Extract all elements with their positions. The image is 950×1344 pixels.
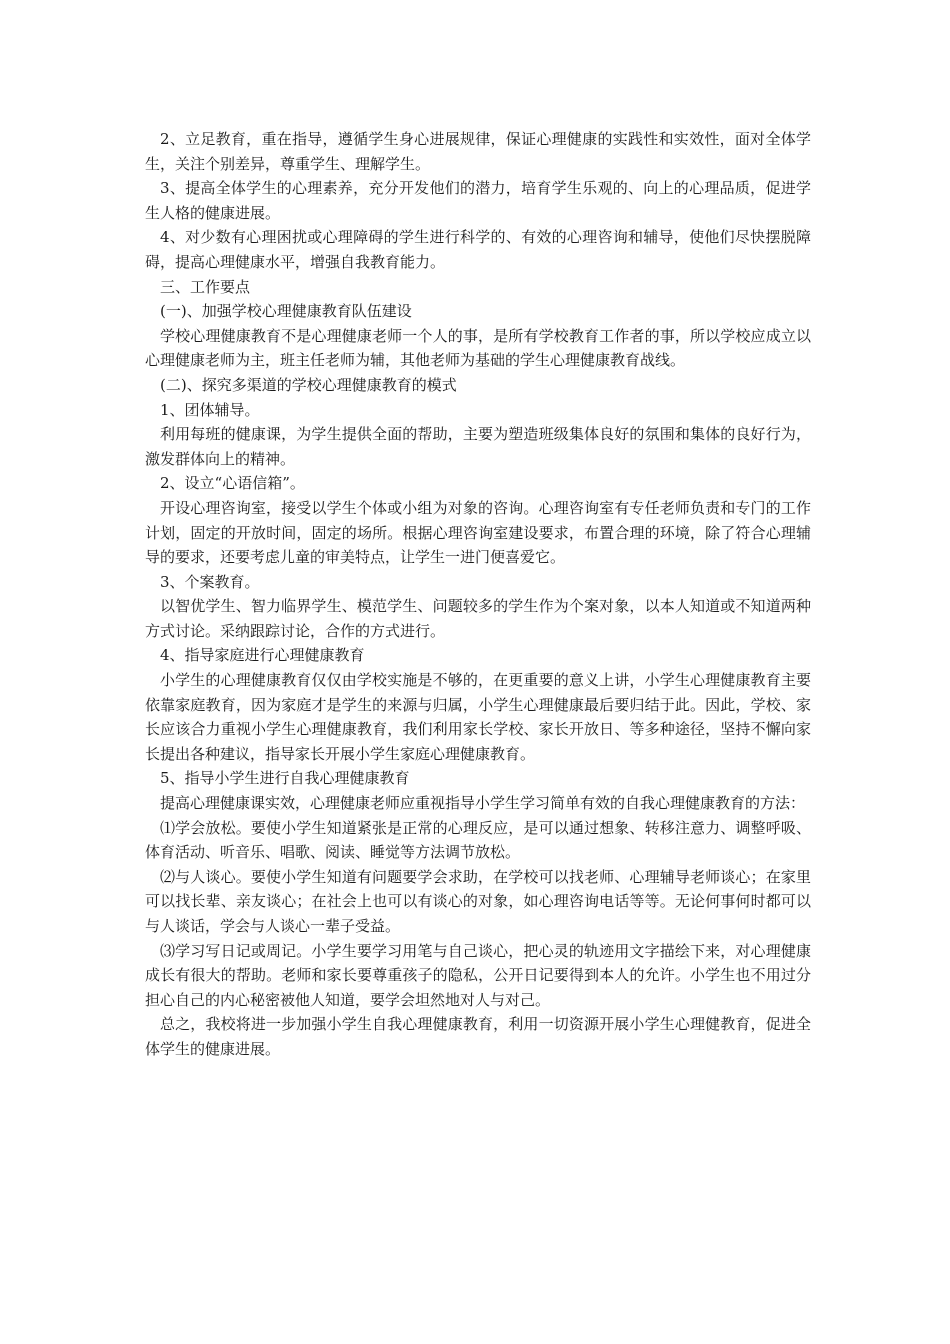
item-heading-mailbox: 2、设立“心语信箱”。 bbox=[160, 474, 305, 493]
paragraph-group-counseling: 利用每班的健康课，为学生提供全面的帮助，主要为塑造班级集体良好的氛围和集体的良好行为，激发群体向上的精神。 bbox=[145, 425, 811, 468]
list-item-diary: ⑶学习写日记或周记。小学生要学习用笔与自己谈心，把心灵的轨迹用文字描绘下来，对心理健康成长有很大的帮助。老师和家长要尊重孩子的隐私，公开日记要得到本人的允许。小学生也不用过分担心自己的内心秘密被他人知道，要学会坦然地对人与对己。 bbox=[145, 941, 811, 1009]
paragraph-family-guidance: 小学生的心理健康教育仅仅由学校实施是不够的，在更重要的意义上讲，小学生心理健康教育主要依靠家庭教育，因为家庭才是学生的来源与归属，小学生心理健康最后要归结于此。因此，学校、家长应该合力重视小学生心理健康教育，我们利用家长学校、家长开放日、等多种途径，坚持不懈向家长提出各种建议，指导家长开展小学生家庭心理健康教育。 bbox=[145, 671, 811, 763]
paragraph-self-education: 提高心理健康课实效，心理健康老师应重视指导小学生学习简单有效的自我心理健康教育的方法： bbox=[160, 794, 806, 813]
item-heading-family-guidance: 4、指导家庭进行心理健康教育 bbox=[160, 646, 365, 665]
document-body bbox=[145, 127, 811, 1062]
paragraph-goal-2: 2、立足教育，重在指导，遵循学生身心进展规律，保证心理健康的实践性和实效性，面对全体学生，关注个别差异，尊重学生、理解学生。 bbox=[145, 130, 811, 173]
section-heading-work-points: 三、工作要点 bbox=[160, 277, 251, 296]
item-heading-self-education: 5、指导小学生进行自我心理健康教育 bbox=[160, 769, 410, 788]
paragraph-goal-3: 3、提高全体学生的心理素养，充分开发他们的潜力，培育学生乐观的、向上的心理品质，促进学生人格的健康进展。 bbox=[145, 179, 811, 222]
paragraph-case-education: 以智优学生、智力临界学生、模范学生、问题较多的学生作为个案对象，以本人知道或不知道两种方式讨论。采纳跟踪讨论，合作的方式进行。 bbox=[145, 597, 811, 640]
paragraph-goal-4: 4、对少数有心理困扰或心理障碍的学生进行科学的、有效的心理咨询和辅导，使他们尽快摆脱障碍，提高心理健康水平，增强自我教育能力。 bbox=[145, 228, 811, 271]
paragraph-mailbox: 开设心理咨询室，接受以学生个体或小组为对象的咨询。心理咨询室有专任老师负责和专门的工作计划，固定的开放时间，固定的场所。根据心理咨询室建设要求，布置合理的环境，除了符合心理辅导的要求，还要考虑儿童的审美特点，让学生一进门便喜爱它。 bbox=[145, 498, 811, 567]
paragraph-conclusion: 总之，我校将进一步加强小学生自我心理健康教育，利用一切资源开展小学生心理健教育，促进全体学生的健康进展。 bbox=[145, 1015, 811, 1058]
item-heading-group-counseling: 1、团体辅导。 bbox=[160, 400, 260, 419]
list-item-talk: ⑵与人谈心。要使小学生知道有问题要学会求助，在学校可以找老师、心理辅导老师谈心；在家里可以找长辈、亲友谈心；在社会上也可以有谈心的对象，如心理咨询电话等等。无论何事何时都可以与人谈话，学会与人谈心一辈子受益。 bbox=[145, 867, 811, 935]
subheading-multi-channel: (二)、探究多渠道的学校心理健康教育的模式 bbox=[160, 375, 457, 394]
list-item-relax: ⑴学会放松。要使小学生知道紧张是正常的心理反应，是可以通过想象、转移注意力、调整呼吸、体育活动、听音乐、唱歌、阅读、睡觉等方法调节放松。 bbox=[145, 818, 811, 862]
subheading-team-building: (一)、加强学校心理健康教育队伍建设 bbox=[160, 302, 412, 321]
item-heading-case-education: 3、个案教育。 bbox=[160, 572, 260, 591]
paragraph-team-building: 学校心理健康教育不是心理健康老师一个人的事，是所有学校教育工作者的事，所以学校应成立以心理健康老师为主，班主任老师为辅，其他老师为基础的学生心理健康教育战线。 bbox=[145, 326, 811, 370]
